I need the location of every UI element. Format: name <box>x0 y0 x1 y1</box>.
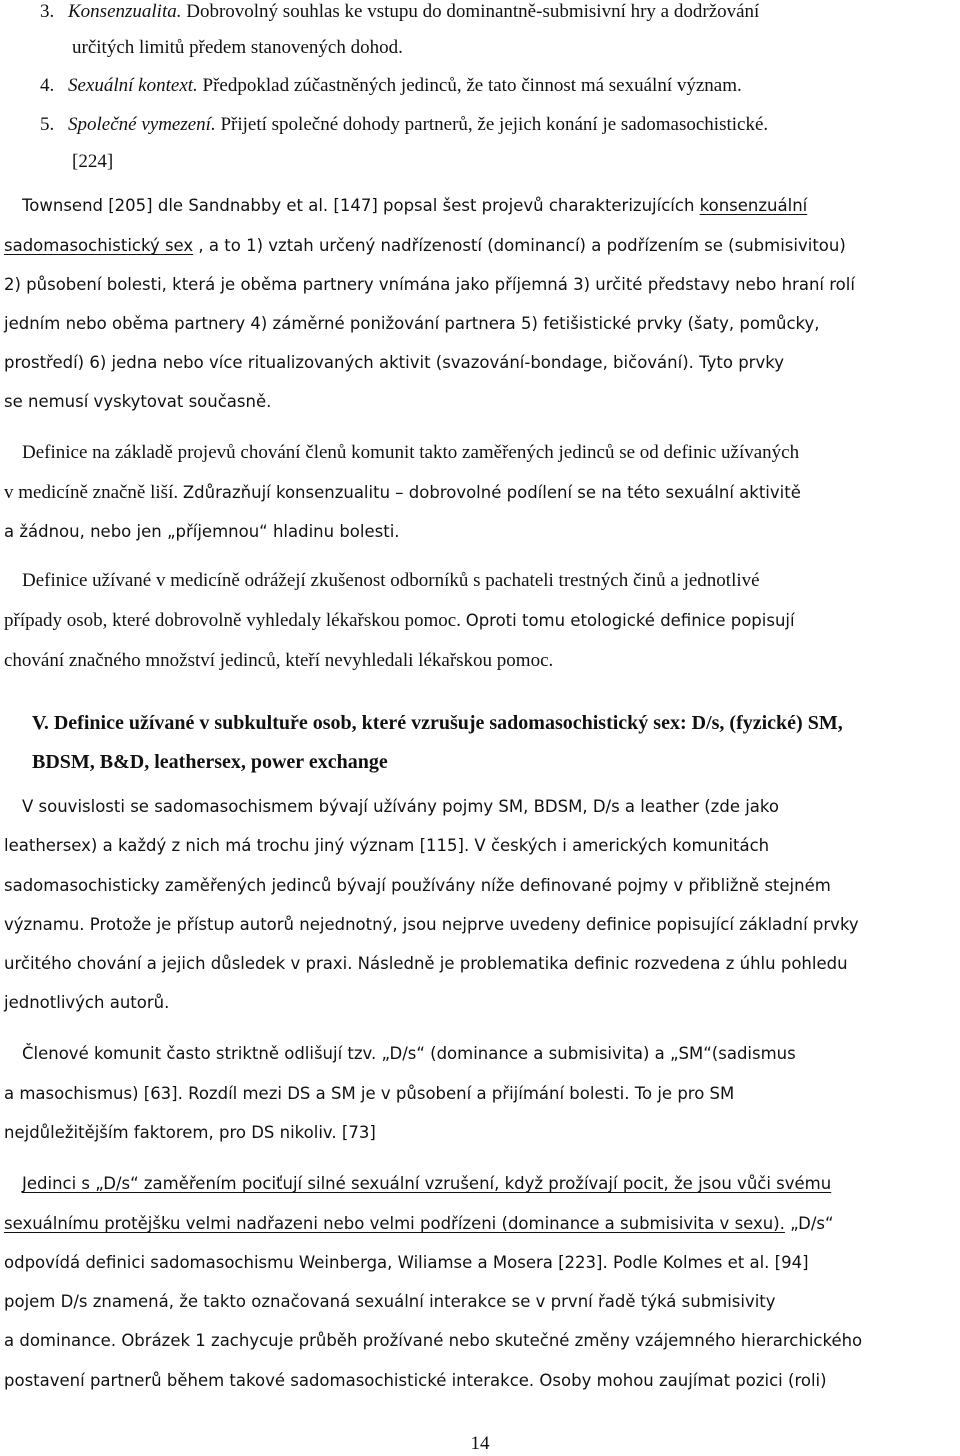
paragraph-1-line-4: jedním nebo oběma partnery 4) záměrné ponižování partnera 5) fetišistické prvky (šaty, pomůcky, <box>4 314 820 333</box>
list-item-5-reference: [224] <box>72 151 114 172</box>
paragraph-4-line-3: sadomasochisticky zaměřených jedinců bývají používány níže definované pojmy v přibližně stejném <box>4 876 831 895</box>
paragraph-1-line-3: 2) působení bolesti, která je oběma partnery vnímána jako příjemná 3) určité představy nebo hraní rolí <box>4 275 855 294</box>
paragraph-6-line-2 <box>4 1212 834 1236</box>
list-number: 4. <box>40 75 55 96</box>
list-term: Konsenzualita. <box>68 1 182 22</box>
paragraph-1-line-5: prostředí) 6) jedna nebo více ritualizovaných aktivit (svazování-bondage, bičování). Tyto prvky <box>4 353 784 372</box>
paragraph-2-line-3: a žádnou, nebo jen „příjemnou“ hladinu bolesti. <box>4 522 400 541</box>
list-item-3 <box>40 0 759 24</box>
underlined-text: Jedinci s „D/s“ zaměřením pociťují silné sexuální vzrušení, když prožívají pocit, že jsou vůči svému <box>22 1174 832 1193</box>
paragraph-3-line-1: Definice užívané v medicíně odrážejí zkušenost odborníků s pachateli trestných činů a jednotlivé <box>22 570 760 591</box>
paragraph-6-line-6: postavení partnerů během takové sadomasochistické interakce. Osoby mohou zaujímat pozici (roli) <box>4 1371 827 1390</box>
paragraph-6-line-1 <box>22 1172 831 1196</box>
underlined-term: sadomasochistický sex <box>4 236 194 255</box>
paragraph-5-line-3: nejdůležitějším faktorem, pro DS nikoliv. [73] <box>4 1123 376 1142</box>
list-number: 5. <box>40 114 55 135</box>
list-item-5 <box>40 113 768 137</box>
list-number: 3. <box>40 1 55 22</box>
text-run: v medicíně značně liší. <box>4 482 183 503</box>
paragraph-5-line-2: a masochismus) [63]. Rozdíl mezi DS a SM je v působení a přijímání bolesti. To je pro SM <box>4 1084 735 1103</box>
paragraph-4-line-5: určitého chování a jejich důsledek v praxi. Následně je problematika definic rozvedena z úhlu pohledu <box>4 954 848 973</box>
underlined-term: konsenzuální <box>699 196 808 215</box>
text-run: „D/s“ <box>784 1214 834 1233</box>
text-run: Oproti tomu etologické definice popisují <box>465 611 795 630</box>
paragraph-1-line-1 <box>22 194 807 218</box>
underlined-text: sexuálnímu protějšku velmi nadřazeni nebo velmi podřízeni (dominance a submisivita v sexu). <box>4 1214 785 1233</box>
list-text: Dobrovolný souhlas ke vstupu do dominantně-submisivní hry a dodržování <box>181 1 760 22</box>
list-text: Přijetí společné dohody partnerů, že jejich konání je sadomasochistické. <box>215 114 769 135</box>
paragraph-6-line-3: odpovídá definici sadomasochismu Weinberga, Wiliamse a Mosera [223]. Podle Kolmes et al. [94] <box>4 1253 809 1272</box>
paragraph-4-line-6: jednotlivých autorů. <box>4 993 170 1012</box>
list-text: Předpoklad zúčastněných jedinců, že tato činnost má sexuální význam. <box>197 75 742 96</box>
paragraph-3-line-3: chování značného množství jedinců, kteří nevyhledali lékařskou pomoc. <box>4 650 554 671</box>
list-term: Společné vymezení. <box>68 114 216 135</box>
section-heading: V. Definice užívané v subkultuře osob, které vzrušuje sadomasochistický sex: D/s, (fyzické) SM, <box>32 712 843 734</box>
paragraph-4-line-4: významu. Protože je přístup autorů nejednotný, jsou nejprve uvedeny definice popisující základní prvky <box>4 915 859 934</box>
paragraph-1-line-2 <box>4 234 846 258</box>
paragraph-4-line-1: V souvislosti se sadomasochismem bývají užívány pojmy SM, BDSM, D/s a leather (zde jako <box>22 797 779 816</box>
paragraph-5-line-1: Členové komunit často striktně odlišují tzv. „D/s“ (dominance a submisivita) a „SM“(sadismus <box>22 1044 796 1063</box>
paragraph-2-line-1: Definice na základě projevů chování členů komunit takto zaměřených jedinců se od definic užívaných <box>22 442 800 463</box>
text-run: případy osob, které dobrovolně vyhledaly lékařskou pomoc. <box>4 610 466 631</box>
list-term: Sexuální kontext. <box>68 75 198 96</box>
paragraph-6-line-4: pojem D/s znamená, že takto označovaná sexuální interakce se v první řadě týká submisivity <box>4 1292 776 1311</box>
section-heading-continuation: BDSM, B&D, leathersex, power exchange <box>32 751 388 773</box>
page-number: 14 <box>470 1433 490 1454</box>
text-run: , a to 1) vztah určený nadřízeností (dominancí) a podřízením se (submisivitou) <box>193 236 846 255</box>
paragraph-6-line-5: a dominance. Obrázek 1 zachycuje průběh prožívané nebo skutečné změny vzájemného hierarchického <box>4 1331 863 1350</box>
paragraph-4-line-2: leathersex) a každý z nich má trochu jiný význam [115]. V českých i amerických komunitách <box>4 836 770 855</box>
text-run: Townsend [205] dle Sandnabby et al. [147] popsal šest projevů charakterizujících <box>22 196 700 215</box>
paragraph-3-line-2 <box>4 609 795 633</box>
paragraph-2-line-2 <box>4 481 801 505</box>
list-item-4 <box>40 74 742 98</box>
text-run: Zdůrazňují konsenzualitu – dobrovolné podílení se na této sexuální aktivitě <box>182 483 801 502</box>
list-item-3-continuation: určitých limitů předem stanovených dohod. <box>72 37 403 58</box>
paragraph-1-line-6: se nemusí vyskytovat současně. <box>4 392 272 411</box>
